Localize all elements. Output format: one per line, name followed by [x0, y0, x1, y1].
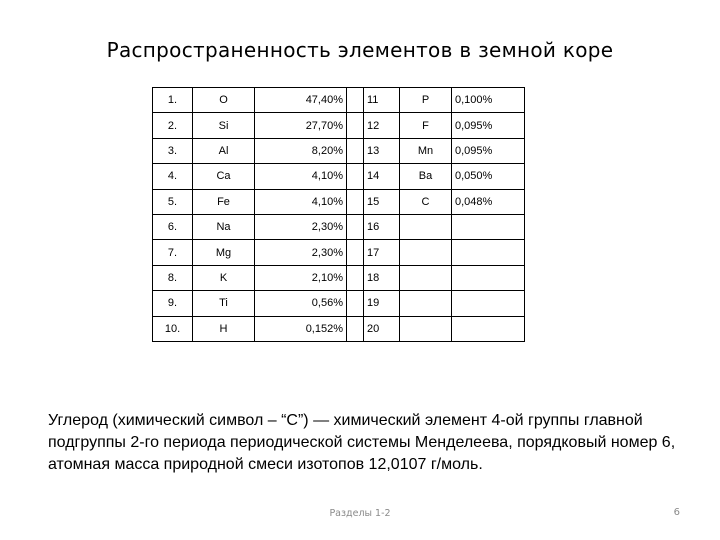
table-row: [153, 265, 525, 290]
elements-table-body: [153, 88, 525, 342]
table-row: [153, 214, 525, 239]
element-rank-cell: 6.: [153, 214, 193, 239]
table-row: [153, 189, 525, 214]
element-rank-cell: 10.: [153, 316, 193, 341]
element-rank-cell: 15: [364, 189, 400, 214]
element-abundance-cell: [452, 316, 525, 341]
table-row: [153, 138, 525, 163]
table-row: [153, 113, 525, 138]
element-rank-cell: 5.: [153, 189, 193, 214]
element-symbol-cell: O: [193, 88, 255, 113]
element-symbol-cell: Al: [193, 138, 255, 163]
element-rank-cell: 8.: [153, 265, 193, 290]
element-rank-cell: 3.: [153, 138, 193, 163]
element-symbol-cell: Si: [193, 113, 255, 138]
element-symbol-cell: Ti: [193, 291, 255, 316]
element-abundance-cell: 0,152%: [255, 316, 347, 341]
element-abundance-cell: 8,20%: [255, 138, 347, 163]
spacer-cell: [347, 265, 364, 290]
element-abundance-cell: 4,10%: [255, 189, 347, 214]
element-abundance-cell: 0,100%: [452, 88, 525, 113]
spacer-cell: [347, 189, 364, 214]
element-abundance-cell: 2,30%: [255, 214, 347, 239]
element-symbol-cell: Mn: [400, 138, 452, 163]
spacer-cell: [347, 240, 364, 265]
spacer-cell: [347, 138, 364, 163]
element-rank-cell: 17: [364, 240, 400, 265]
element-symbol-cell: P: [400, 88, 452, 113]
element-symbol-cell: H: [193, 316, 255, 341]
element-symbol-cell: [400, 214, 452, 239]
element-abundance-cell: [452, 240, 525, 265]
element-rank-cell: 7.: [153, 240, 193, 265]
element-symbol-cell: K: [193, 265, 255, 290]
element-symbol-cell: Fe: [193, 189, 255, 214]
element-rank-cell: 11: [364, 88, 400, 113]
element-rank-cell: 2.: [153, 113, 193, 138]
element-rank-cell: 16: [364, 214, 400, 239]
slide-title: Распространенность элементов в земной коре: [106, 38, 614, 62]
element-abundance-cell: 0,050%: [452, 164, 525, 189]
element-abundance-cell: 47,40%: [255, 88, 347, 113]
description-text: Углерод (химический символ – “C”) — химический элемент 4-ой группы главной подгруппы 2-го периода периодической системы Менделеева, порядковый номер 6, атомная масса природной смеси изотопов 12,0107 г/моль.: [48, 412, 676, 473]
element-rank-cell: 12: [364, 113, 400, 138]
element-symbol-cell: Mg: [193, 240, 255, 265]
element-symbol-cell: [400, 316, 452, 341]
spacer-cell: [347, 164, 364, 189]
table-row: [153, 88, 525, 113]
table-row: [153, 240, 525, 265]
element-abundance-cell: 0,048%: [452, 189, 525, 214]
footer-text: Разделы 1-2: [329, 508, 391, 519]
element-abundance-cell: 0,095%: [452, 138, 525, 163]
element-symbol-cell: Na: [193, 214, 255, 239]
element-abundance-cell: [452, 265, 525, 290]
element-rank-cell: 14: [364, 164, 400, 189]
table-row: [153, 164, 525, 189]
element-rank-cell: 20: [364, 316, 400, 341]
element-rank-cell: 1.: [153, 88, 193, 113]
spacer-cell: [347, 113, 364, 138]
element-rank-cell: 4.: [153, 164, 193, 189]
element-abundance-cell: [452, 291, 525, 316]
page-number: 6: [673, 507, 680, 518]
spacer-cell: [347, 316, 364, 341]
spacer-cell: [347, 88, 364, 113]
element-rank-cell: 9.: [153, 291, 193, 316]
spacer-cell: [347, 214, 364, 239]
element-abundance-cell: 2,30%: [255, 240, 347, 265]
table-row: [153, 291, 525, 316]
element-symbol-cell: [400, 240, 452, 265]
element-symbol-cell: [400, 291, 452, 316]
element-rank-cell: 18: [364, 265, 400, 290]
elements-table: [152, 87, 525, 342]
element-symbol-cell: C: [400, 189, 452, 214]
table-row: [153, 316, 525, 341]
element-symbol-cell: F: [400, 113, 452, 138]
element-abundance-cell: [452, 214, 525, 239]
spacer-cell: [347, 291, 364, 316]
element-rank-cell: 19: [364, 291, 400, 316]
element-abundance-cell: 0,095%: [452, 113, 525, 138]
element-symbol-cell: Ba: [400, 164, 452, 189]
element-abundance-cell: 27,70%: [255, 113, 347, 138]
element-abundance-cell: 4,10%: [255, 164, 347, 189]
element-abundance-cell: 0,56%: [255, 291, 347, 316]
element-rank-cell: 13: [364, 138, 400, 163]
element-symbol-cell: Ca: [193, 164, 255, 189]
element-abundance-cell: 2,10%: [255, 265, 347, 290]
element-symbol-cell: [400, 265, 452, 290]
